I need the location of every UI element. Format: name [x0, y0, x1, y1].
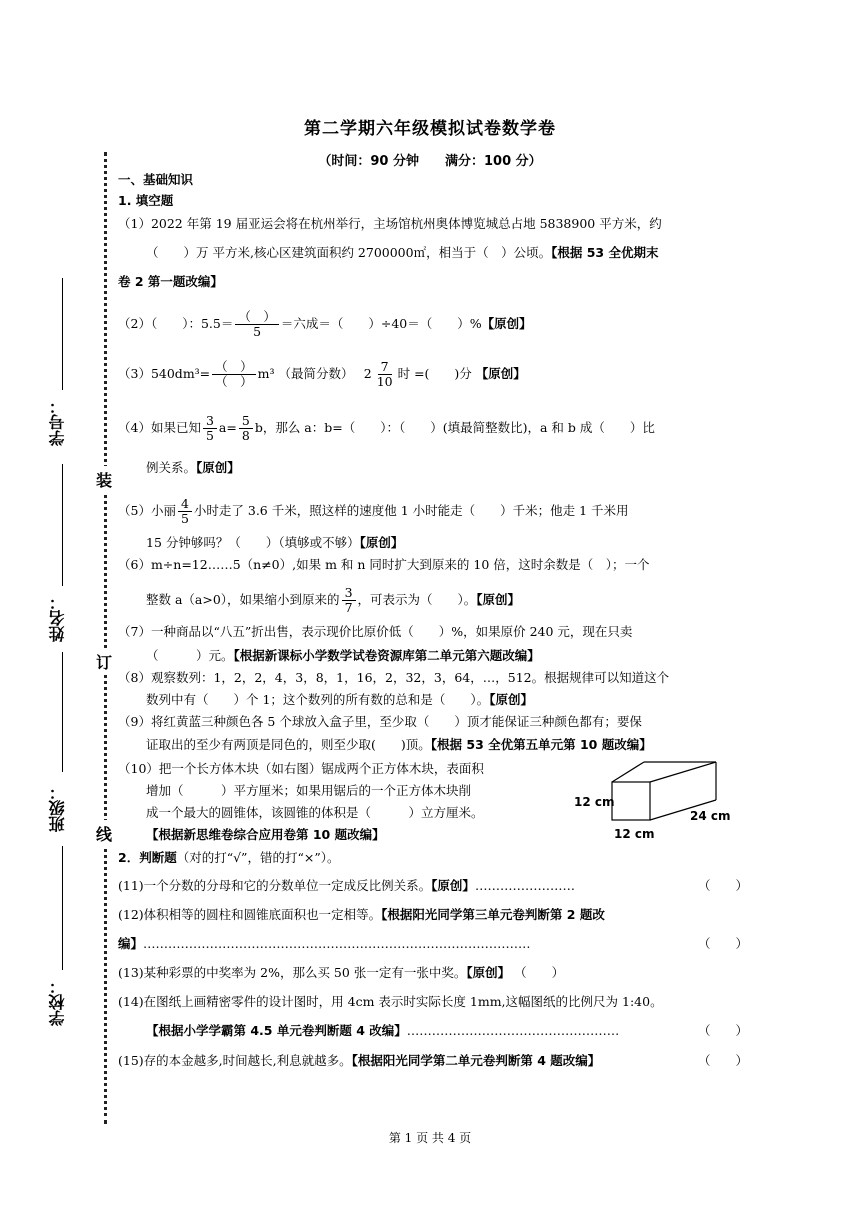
q5-tag: 【原创】: [359, 535, 404, 550]
q6-f-den: 7: [344, 600, 353, 615]
q8-line2: [146, 690, 776, 710]
q7-line2: [146, 646, 776, 666]
q4-f2-den: 8: [241, 428, 250, 443]
q3-fraction: [212, 360, 256, 389]
exam-subtitle: （时间：90 分钟 满分：100 分）: [318, 154, 542, 169]
q1-source-tag-cont: 卷 2 第一题改编】: [118, 274, 223, 289]
q15-answer-blank: （ ）: [697, 1053, 748, 1068]
q1-line2: [146, 243, 748, 263]
q8-line1: （8）观察数列：1，2，2，4，3，8，1，16，2，32，3，64，…，512。根据规律可以知道这个: [118, 670, 670, 685]
q14-answer-blank: （ ）: [697, 1023, 748, 1038]
q4-f1-den: 5: [205, 428, 214, 443]
q12-leader-dots: …………………………………………………………………………………: [143, 936, 531, 951]
q2-frac-num: （ ）: [235, 310, 279, 325]
q6-line1: （6）m÷n=12……5（n≠0）,如果 m 和 n 同时扩大到原来的 10 倍，这时余数是（ ）；一个: [118, 557, 650, 572]
q6-f-num: 3: [342, 586, 356, 601]
q4-text-a: （4）如果已知: [118, 420, 201, 435]
q5-text-b: 小时走了 3.6 千米，照这样的速度他 1 小时能走（ ）千米；他走 1 千米用: [193, 503, 629, 518]
q7-line1: （7）一种商品以“八五”折出售，表示现价比原价低（ ）%，如果原价 240 元，现在只卖: [118, 624, 633, 639]
q5-text-l2: 15 分钟够吗？（ ）（填够或不够）: [146, 535, 360, 550]
q7-text-l2: （ ）元。: [146, 648, 234, 663]
q8-text-l2: 数列中有（ ）个 1；这个数列的所有数的总和是（ ）。: [146, 692, 490, 707]
q4-fraction2: [239, 414, 253, 443]
q2-text-a: （2）（ ）：5.5＝: [118, 316, 234, 331]
q4-text-c: b，那么 a：b=（ ）：（ ）(填最简整数比)，a 和 b 成（ ）比: [254, 420, 655, 435]
q6-text-b: ，可表示为（ ）。: [357, 592, 477, 607]
q4-fraction1: [203, 414, 217, 443]
cuboid-length-label: 24 cm: [690, 809, 731, 823]
q14-line1: (14)在图纸上画精密零件的设计图时，用 4cm 表示时实际长度 1mm,这幅图纸的比例尺为 1:40。: [118, 994, 663, 1009]
q6-text-a: 整数 a（a>0），如果缩小到原来的: [146, 592, 340, 607]
q13-tag: 【原创】: [466, 965, 511, 980]
school-underline: [62, 846, 63, 970]
q10-line1: （10）把一个长方体木块（如右图）锯成两个正方体木块，表面积: [118, 761, 484, 776]
school-label: 学校：: [48, 978, 67, 1026]
q5-fraction: [178, 497, 192, 526]
q6-line2: [146, 586, 776, 615]
q2-line: [118, 310, 748, 339]
q1-line1: （1）2022 年第 19 届亚运会将在杭州举行，主场馆杭州奥体博览城总占地 5838900 平方米，约: [118, 216, 662, 231]
q12-text: (12)体积相等的圆柱和圆锥底面积也一定相等。: [118, 907, 382, 922]
q15-tag: 【根据阳光同学第二单元卷判断第 4 题改编】: [351, 1053, 601, 1068]
q2-frac-den: 5: [253, 324, 262, 339]
q2-tag: 【原创】: [481, 316, 532, 331]
q11-line: [118, 876, 748, 896]
q9-line2: [146, 735, 776, 755]
q3-text-a: （3）540dm³=: [118, 366, 211, 381]
q4-text-b: a=: [218, 420, 237, 435]
q13-answer-blank: （ ）: [514, 965, 565, 980]
q4-f2-num: 5: [239, 414, 253, 429]
q3-text-c: 时 =( )分: [397, 366, 472, 381]
q14-tag: 【根据小学学霸第 4.5 单元卷判断题 4 改编】: [146, 1023, 407, 1038]
class-underline: [62, 652, 63, 772]
q4-text-l2: 例关系。: [146, 460, 197, 475]
section-heading-judgment: [118, 848, 748, 868]
q5-line1: [118, 497, 748, 526]
q3-mixed-fraction: [374, 360, 396, 389]
q11-text: (11)一个分数的分母和它的分数单位一定成反比例关系。: [118, 878, 432, 893]
cuboid-height-label: 12 cm: [574, 795, 615, 809]
q10-tag: 【根据新思维卷综合应用卷第 10 题改编】: [146, 827, 385, 842]
q12-line2: [118, 934, 748, 954]
q12-tag: 【根据阳光同学第三单元卷判断第 2 题改: [381, 907, 605, 922]
q6-fraction: [342, 586, 356, 615]
q1-line2-text: （ ）万 平方米,核心区建筑面积约 2700000㎡，相当于（ ）公顷。: [146, 245, 552, 260]
cuboid-width-label: 12 cm: [614, 827, 655, 841]
section-heading-basics: 一、基础知识: [118, 172, 194, 187]
q3-frac-num: （ ）: [212, 360, 256, 375]
q3-tag: 【原创】: [475, 366, 526, 381]
q12-tag-cont: 编】: [118, 936, 144, 951]
q15-text: (15)存的本金越多,时间越长,利息就越多。: [118, 1053, 352, 1068]
q5-line2: [146, 533, 776, 553]
judgment-heading-note: （对的打“√”，错的打“×”）。: [176, 850, 340, 865]
q9-tag: 【根据 53 全优第五单元第 10 题改编】: [430, 737, 652, 752]
q4-line1: [118, 414, 748, 443]
q8-tag: 【原创】: [489, 692, 533, 707]
q14-leader-dots: ……………………………………………: [406, 1023, 620, 1038]
judgment-heading: 2．判断题: [118, 850, 177, 865]
q4-tag: 【原创】: [196, 460, 240, 475]
q3-frac2-num: 7: [378, 360, 392, 375]
binding-dotted-line: [104, 152, 107, 1124]
q5-f-num: 4: [178, 497, 192, 512]
cuboid-diagram: [570, 756, 760, 844]
q2-text-b: ＝六成＝（ ）÷40＝（ ）%: [280, 316, 482, 331]
name-underline: [62, 464, 63, 586]
q13-line: [118, 963, 748, 983]
q5-text-a: （5）小丽: [118, 503, 176, 518]
q10-line3: 成一个最大的圆锥体，该圆锥的体积是（ ）立方厘米。: [146, 805, 484, 820]
bind-char-ding: 订: [96, 648, 112, 675]
q3-text-b: m³ （最简分数） 2: [257, 366, 372, 381]
q11-leader-dots: ……………………: [474, 878, 575, 893]
exam-title: 第二学期六年级模拟试卷数学卷: [304, 119, 556, 139]
student-id-label: 学号：: [48, 398, 67, 446]
q9-text-l2: 证取出的至少有两顶是同色的，则至少取( )顶。: [146, 737, 431, 752]
q11-tag: 【原创】: [431, 878, 475, 893]
q2-fraction: [235, 310, 279, 339]
q15-line: [118, 1051, 748, 1071]
student-id-underline: [62, 278, 63, 390]
q11-answer-blank: （ ）: [697, 878, 748, 893]
q3-frac-den: （ ）: [215, 374, 253, 389]
q12-line1: [118, 905, 748, 925]
q9-line1: （9）将红黄蓝三种颜色各 5 个球放入盒子里，至少取（ ）顶才能保证三种颜色都有；要保: [118, 714, 642, 729]
subheading-fill-blank: 1. 填空题: [118, 193, 174, 208]
q7-tag: 【根据新课标小学数学试卷资源库第二单元第六题改编】: [233, 648, 540, 663]
q3-line: [118, 360, 748, 389]
page-number: 第 1 页 共 4 页: [388, 1131, 472, 1145]
q1-source-tag: 【根据 53 全优期末: [551, 245, 659, 260]
q10-line2: 增加（ ）平方厘米；如果用锯后的一个正方体木块削: [146, 783, 472, 798]
q3-frac2-den: 10: [376, 374, 393, 389]
class-label: 班级：: [48, 784, 67, 832]
q4-line2: [146, 458, 776, 478]
q6-tag: 【原创】: [476, 592, 521, 607]
bind-char-xian: 线: [96, 820, 112, 847]
name-label: 姓名：: [48, 594, 67, 642]
q4-f1-num: 3: [203, 414, 217, 429]
q5-f-den: 5: [180, 511, 189, 526]
q14-line2: [146, 1021, 748, 1041]
bind-char-zhuang: 装: [96, 466, 112, 493]
q13-text: (13)某种彩票的中奖率为 2%，那么买 50 张一定有一张中奖。: [118, 965, 467, 980]
q12-answer-blank: （ ）: [697, 936, 748, 951]
